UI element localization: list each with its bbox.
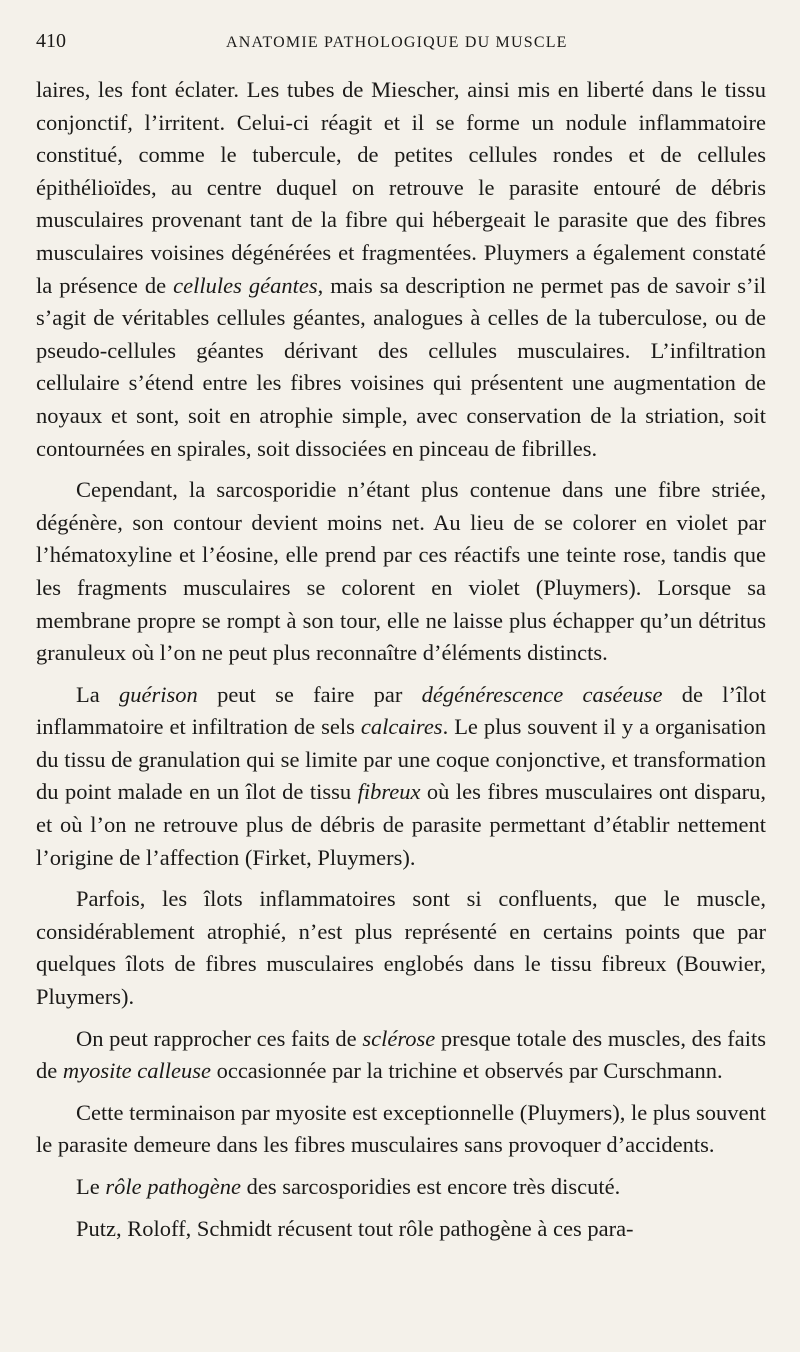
text-run: des sarcosporidies est encore très discuté. <box>240 1174 621 1199</box>
text-run: de l’îlot inflammatoire et infiltration de sels <box>36 681 767 740</box>
paragraph <box>36 1023 766 1088</box>
text-run: , mais sa description ne permet pas de savoir s’il s’agit de véritables cellules géantes, analogues à celles de la tuberculose, ou de pseudo-cellules géantes dérivant des cellules musculaires. L’infiltration cellulaire s’étend entre les fibres voisines qui présentent une augmentation de noyaux et sont, soit en atrophie simple, avec conservation de la striation, soit contournées en spirales, soit dissociées en pinceau de fibrilles. <box>36 272 767 461</box>
text-run: Cependant, la sarcosporidie n’étant plus contenue dans une fibre striée, dégénère, son contour devient moins net. Au lieu de se colorer en violet par l’hématoxyline et l’éosine, elle prend par ces réactifs une teinte rose, tandis que les fragments musculaires se colorent en violet (Pluymers). Lorsque sa membrane propre se rompt à son tour, elle ne laisse plus échapper qu’un détritus granuleux où l’on ne peut plus reconnaître d’éléments distincts. <box>36 477 766 666</box>
paragraph <box>36 1171 766 1204</box>
text-run: Putz, Roloff, Schmidt récusent tout rôle pathogène à ces para- <box>76 1215 634 1241</box>
italic-term: rôle pathogène <box>105 1174 241 1199</box>
paragraph <box>36 1097 766 1162</box>
italic-term: fibreux <box>357 779 421 805</box>
running-head <box>36 30 766 60</box>
text-run: laires, les font éclater. Les tubes de Miescher, ainsi mis en liberté dans le tissu conjonctif, l’irritent. Celui-ci réagit et il se forme un nodule inflammatoire constitué, comme le tubercule, de petites cellules rondes et de cellules épithélioïdes, au centre duquel on retrouve le parasite entouré de débris musculaires provenant tant de la fibre qui hébergeait le parasite que des fibres musculaires voisines dégénérées et fragmentées. Pluymers a également constaté la présence de <box>36 77 766 298</box>
text-run: Parfois, les îlots inflammatoires sont si confluents, que le muscle, considérablement atrophié, n’est plus représenté en certains points que par quelques îlots de fibres musculaires englobés dans le tissu fibreux (Bouwier, Pluymers). <box>36 886 766 1010</box>
paragraph <box>36 883 766 1013</box>
italic-term: dégénérescence caséeuse <box>421 681 663 707</box>
text-run: . Le plus souvent il y a organisation du tissu de granulation qui se limite par une coque conjonctive, et transformation du point malade en un îlot de tissu <box>36 714 766 805</box>
running-title: ANATOMIE PATHOLOGIQUE DU MUSCLE <box>226 34 568 51</box>
text-run: Cette terminaison par myosite est exceptionnelle (Pluymers), le plus souvent le parasite demeure dans les fibres musculaires sans provoquer d’accidents. <box>36 1099 766 1158</box>
text-run: occasionnée par la trichine et observés par Curschmann. <box>210 1058 723 1084</box>
paragraph <box>36 1213 766 1246</box>
paragraph <box>36 679 766 875</box>
text-run: peut se faire par <box>197 681 422 707</box>
italic-term: myosite calleuse <box>62 1058 211 1084</box>
paragraph <box>36 474 766 670</box>
text-run: où les fibres musculaires ont disparu, et où l’on ne retrouve plus de débris de parasite permettant d’établir nettement l’origine de l’affection (Firket, Pluymers). <box>36 779 766 870</box>
paragraph <box>36 74 766 465</box>
text-run: On peut rapprocher ces faits de <box>76 1025 363 1051</box>
italic-term: cellules géantes <box>173 272 318 298</box>
body-text <box>36 74 766 1245</box>
italic-term: guérison <box>119 681 198 707</box>
page-number: 410 <box>36 30 66 52</box>
text-run: Le <box>76 1174 106 1199</box>
italic-term: calcaires <box>360 714 443 740</box>
text-run: presque totale des muscles, des faits de <box>36 1025 766 1084</box>
text-run: La <box>76 681 120 707</box>
italic-term: sclérose <box>362 1025 436 1051</box>
